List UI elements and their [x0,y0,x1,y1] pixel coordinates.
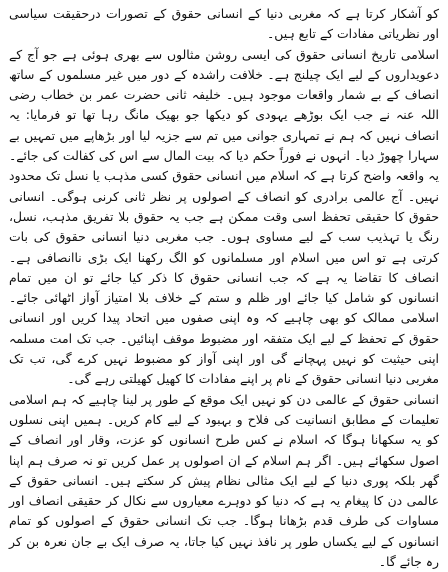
article-paragraph-3: انسانی حقوق کے عالمی دن کو نہیں ایک موقع کے طور پر لینا چاہیے کہ ہم اسلامی تعلیمات کے مطابق انسانیت کی فلاح و بہبود کے لیے کام کریں۔ ہمیں اپنی نسلوں کو یہ سکھانا ہوگا کہ اسلام نے کس طرح انسانوں کو عزت، وقار اور انصاف کے اصول سکھائے ہیں۔ اگر ہم اسلام کے ان اصولوں پر عمل کریں تو نہ صرف ہم اپنا گھر بلکہ پوری دنیا کے لیے ایک مثالی نظام پیش کر سکتے ہیں۔ انسانی حقوق کے عالمی دن کا پیغام یہ ہے کہ دنیا کو دوہرے معیاروں سے نکال کر حقیقی انصاف اور مساوات کی طرف قدم بڑھانا ہوگا۔ جب تک انسانی حقوق کے اصولوں کو تمام انسانوں کے لیے یکساں طور پر نافذ نہیں کیا جاتا، یہ صرف ایک بے جان نعرہ بن کر رہ جائے گا۔ [9,391,439,570]
article-paragraph-1: کو آشکار کرتا ہے کہ مغربی دنیا کے انسانی حقوق کے تصورات درحقیقت سیاسی اور نظریاتی مفادات کے تابع ہیں۔ [9,6,439,42]
article-paragraph-2: اسلامی تاریخ انسانی حقوق کی ایسی روشن مثالوں سے بھری ہوئی ہے جو آج کے دعویداروں کے لیے ایک چیلنج ہے۔ خلافت راشدہ کے دور میں غیر مسلموں کے ساتھ انصاف کے بے شمار واقعات موجود ہیں۔ خلیفہ ثانی حضرت عمر بن خطاب رضی اللہ عنہ نے جب ایک بوڑھے یہودی کو دیکھا جو بھیک مانگ رہا تھا تو فرمایا: یہ انصاف نہیں کہ ہم نے تمہاری جوانی میں تم سے جزیہ لیا اور بڑھاپے میں تمہیں بے سہارا چھوڑ دیا۔ انہوں نے فوراً حکم دیا کہ بیت المال سے اس کی کفالت کی جائے۔ یہ واقعہ واضح کرتا ہے کہ اسلام میں انسانی حقوق کسی مذہب یا نسل تک محدود نہیں۔ آج عالمی برادری کو انصاف کے اصولوں پر نظر ثانی کرنی ہوگی۔ انسانی حقوق کا حقیقی تحفظ اسی وقت ممکن ہے جب یہ حقوق بلا تفریق مذہب، نسل، رنگ یا تہذیب سب کے لیے مساوی ہوں۔ جب مغربی دنیا انسانی حقوق کی بات کرتی ہے تو اس میں اسلام اور مسلمانوں کو الگ رکھنا ایک بڑی ناانصافی ہے۔ انصاف کا تقاضا یہ ہے کہ جب انسانی حقوق کا ذکر کیا جائے تو ان میں تمام انسانوں کو شامل کیا جائے اور ظلم و ستم کے خلاف بلا امتیاز آواز اٹھائی جائے۔ اسلامی ممالک کو بھی چاہیے کہ وہ اپنی صفوں میں اتحاد پیدا کریں اور انسانی حقوق کے تحفظ کے لیے ایک متفقہ اور مضبوط موقف اپنائیں۔ جب تک امت مسلمہ اپنی حیثیت کو نہیں پہچانے گی اور اپنی آواز کو مضبوط نہیں کرے گی، تب تک مغربی دنیا انسانی حقوق کے نام پر اپنے مفادات کا کھیل کھیلتی رہے گی۔ [9,46,439,387]
